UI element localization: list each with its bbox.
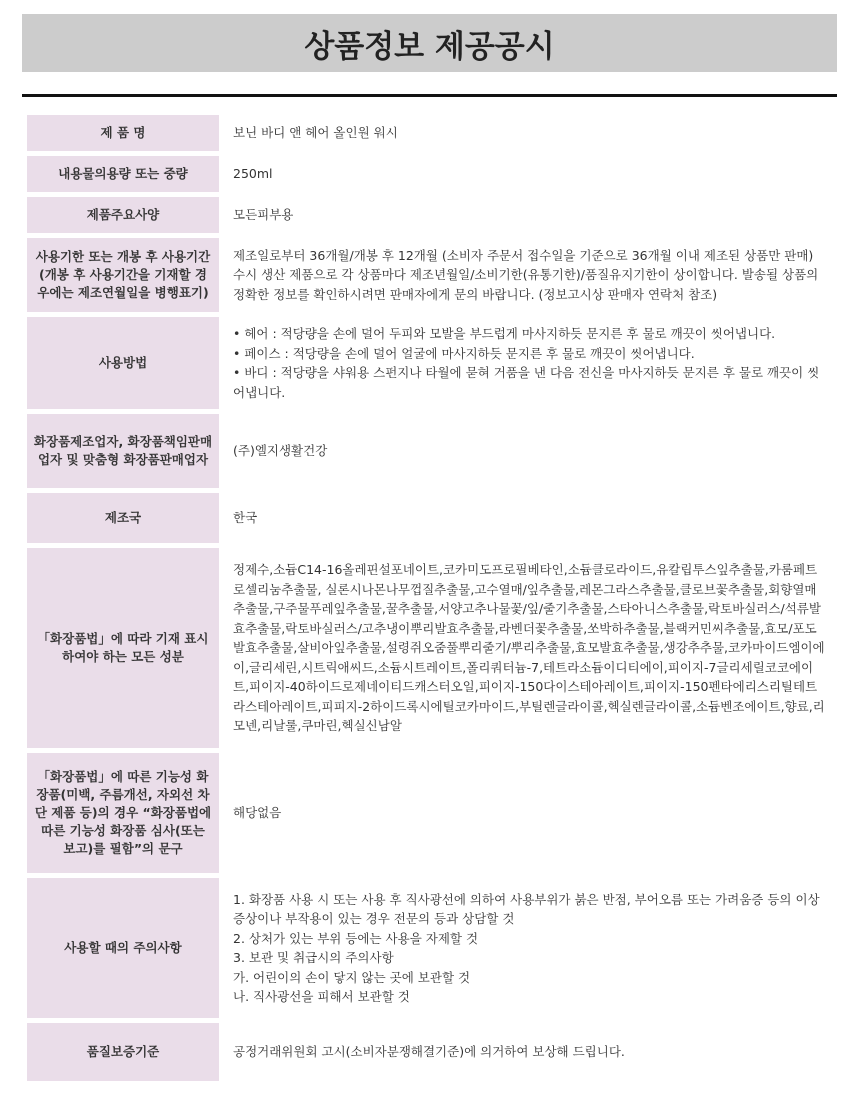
info-value-line: 해당없음 xyxy=(233,805,282,821)
info-value xyxy=(233,115,837,151)
info-label: 사용기한 또는 개봉 후 사용기간 (개봉 후 사용기간을 기재할 경우에는 제조연월일을 병행표기) xyxy=(27,238,219,312)
info-label: 사용할 때의 주의사항 xyxy=(27,878,219,1018)
info-label: 품질보증기준 xyxy=(27,1023,219,1081)
info-row xyxy=(27,238,837,312)
cell-gap xyxy=(219,548,233,748)
cell-gap xyxy=(219,197,233,233)
info-row xyxy=(27,878,837,1018)
info-value-line: 2. 상처가 있는 부위 등에는 사용을 자제할 것 xyxy=(233,930,479,946)
info-value-line: 제조일로부터 36개월/개봉 후 12개월 (소비자 주문서 접수일을 기준으로 36개월 이내 제조된 상품만 판매) 수시 생산 제품으로 각 상품마다 제조년월일/소비기한(유통기한)/품질유지기한이 상이합니다. 발송될 상품의 정확한 정보를 확인하시려면 판매자에게 문의 바랍니다. (정보고시상 판매자 연락처 참조) xyxy=(233,247,819,302)
page-title: 상품정보 제공공시 xyxy=(304,28,555,65)
info-value-line: (주)엘지생활건강 xyxy=(233,443,328,459)
info-value-line: 3. 보관 및 취급시의 주의사항 xyxy=(233,950,394,965)
info-row xyxy=(27,156,837,192)
title-bar xyxy=(22,14,837,72)
product-info-body xyxy=(27,115,837,1081)
cell-gap xyxy=(219,238,233,312)
info-label: 제 품 명 xyxy=(27,115,219,151)
info-label: 「화장품법」에 따라 기재 표시하여야 하는 모든 성분 xyxy=(27,548,219,748)
product-info-table xyxy=(27,110,837,1086)
info-row xyxy=(27,548,837,748)
info-value-line: 250ml xyxy=(233,166,273,182)
info-value-line: • 헤어 : 적당량을 손에 덜어 두피와 모발을 부드럽게 마사지하듯 문지른 후 물로 깨끗이 씻어냅니다. xyxy=(233,326,776,341)
info-value-line: 공정거래위원회 고시(소비자분쟁해결기준)에 의거하여 보상해 드립니다. xyxy=(233,1044,625,1060)
cell-gap xyxy=(219,156,233,192)
info-value-line: 모든피부용 xyxy=(233,207,294,223)
info-value xyxy=(233,493,837,543)
info-value-line: 한국 xyxy=(233,510,258,526)
info-value xyxy=(233,156,837,192)
info-value-line: 가. 어린이의 손이 닿지 않는 곳에 보관할 것 xyxy=(233,969,471,985)
cell-gap xyxy=(219,414,233,488)
info-label: 사용방법 xyxy=(27,317,219,409)
info-value xyxy=(233,317,837,409)
info-value-line: 보닌 바디 앤 헤어 올인원 워시 xyxy=(233,125,398,141)
info-row xyxy=(27,1023,837,1081)
info-value xyxy=(233,548,837,748)
title-divider xyxy=(22,94,837,97)
info-value-line: 정제수,소듐C14-16올레핀설포네이트,코카미도프로필베타인,소듐클로라이드,유칼립투스잎추출물,카룸페트로셀리눔추출물, 실론시나몬나무껍질추출물,고수열매/잎추출물,레몬그라스추출물,클로브꽃추출물,회향열매추출물,구주물푸레잎추출물,꿀추출물,서양고추나물꽃/잎/줄기추출물,스타아니스추출물,락토바실러스/석류발효추출물,락토바실러스/고추냉이뿌리발효추출물,라벤더꽃추출물,쏘박하추출물,블랙커민씨추출물,효모/포도발효추출물,살비아잎추출물,설령쥐오줌풀뿌리줄기/뿌리추출물,효모발효추출물,생강추추물,코카마이드엠이에이,글리세린,시트릭애씨드,소듐시트레이트,폴리쿼터늄-7,테트라소듐이디티에이,피이지-7글리세릴코코에이트,피이지-40하이드로제네이티드캐스터오일,피이지-150다이스테아레이트,피이지-150펜타에리스리틸테트라스테아레이트,피피지-2하이드록시에틸코카마이드,부틸렌글라이콜,헥실렌글라이콜,소듐벤조에이트,향료,리모넨,리날룰,쿠마린,헥실신남알 xyxy=(233,562,825,734)
info-value xyxy=(233,238,837,312)
info-value xyxy=(233,414,837,488)
info-row xyxy=(27,493,837,543)
info-row xyxy=(27,115,837,151)
info-value-line: 1. 화장품 사용 시 또는 사용 후 직사광선에 의하여 사용부위가 붉은 반점, 부어오름 또는 가려움증 등의 이상 증상이나 부작용이 있는 경우 전문의 등과 상담할 것 xyxy=(233,891,820,926)
cell-gap xyxy=(219,1023,233,1081)
info-row xyxy=(27,753,837,873)
info-row xyxy=(27,197,837,233)
info-label: 제조국 xyxy=(27,493,219,543)
cell-gap xyxy=(219,317,233,409)
info-value xyxy=(233,878,837,1018)
cell-gap xyxy=(219,878,233,1018)
info-label: 「화장품법」에 따른 기능성 화장품(미백, 주름개선, 자외선 차단 제품 등)의 경우 “화장품법에 따른 기능성 화장품 심사(또는 보고)를 필함”의 문구 xyxy=(27,753,219,873)
info-value xyxy=(233,1023,837,1081)
cell-gap xyxy=(219,493,233,543)
info-row xyxy=(27,414,837,488)
info-label: 내용물의용량 또는 중량 xyxy=(27,156,219,192)
cell-gap xyxy=(219,115,233,151)
info-label: 화장품제조업자, 화장품책임판매업자 및 맞춤형 화장품판매업자 xyxy=(27,414,219,488)
info-value-line: • 바디 : 적당량을 샤워용 스펀지나 타월에 묻혀 거품을 낸 다음 전신을 마사지하듯 문지른 후 물로 깨끗이 씻어냅니다. xyxy=(233,365,820,400)
info-value xyxy=(233,197,837,233)
info-row xyxy=(27,317,837,409)
info-value-line: 나. 직사광선을 피해서 보관할 것 xyxy=(233,989,410,1004)
cell-gap xyxy=(219,753,233,873)
info-value xyxy=(233,753,837,873)
info-label: 제품주요사양 xyxy=(27,197,219,233)
info-value-line: • 페이스 : 적당량을 손에 덜어 얼굴에 마사지하듯 문지른 후 물로 깨끗이 씻어냅니다. xyxy=(233,345,695,361)
